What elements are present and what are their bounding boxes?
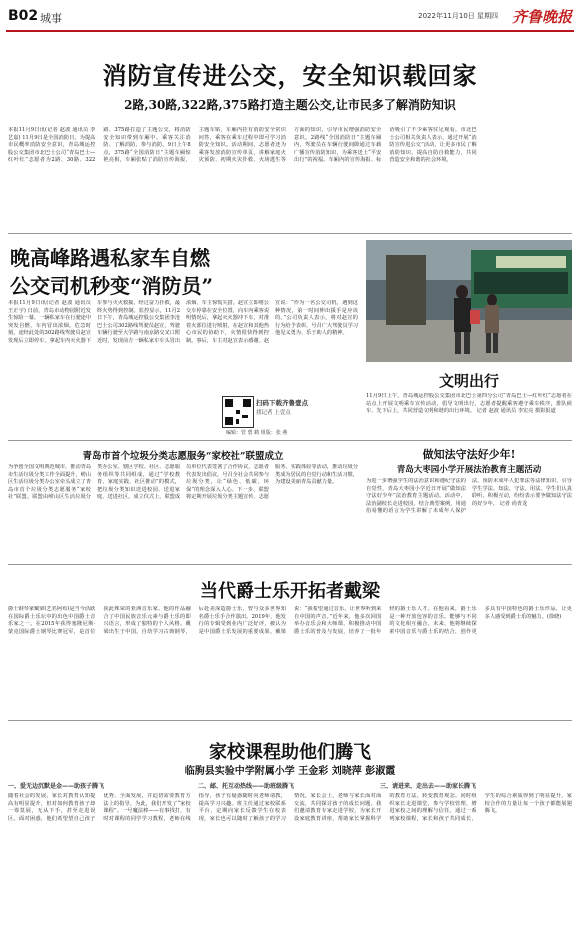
story5-body: 爵士钢琴家戴梁(艺名阿布)是当今活跃在国际爵士乐坛中的出色中国爵士音乐家之一。在2015年获得塞隆尼斯·蒙克国际爵士钢琴比赛冠军，是首位获此殊荣的亚洲音乐家。他的作品融合了中国民族音乐元素与爵士乐的即兴语言，形成了独特的个人风格。戴梁出生于中国，自幼学习古典钢琴，后赴美深造爵士乐，曾与众多世界知名爵士乐手合作演出。2019年，他发行的专辑受到业内广泛好评，被认为是中国爵士乐发展的重要成果。戴梁说：“我希望通过音乐，让世界听到来自中国的声音。”近年来，他多次回国举办音乐会和大师课，积极推动中国爵士乐的普及与发展，培养了一批年轻的爵士乐人才。在他看来，爵士乐是一种开放包容的音乐，能够与不同的文化相互融合。未来，他将继续探索中国音乐与爵士乐的结合，创作更多具有中国特色的爵士乐作品，让更多人感受到爵士乐的魅力。(徐晓) bbox=[8, 606, 572, 635]
masthead bbox=[0, 0, 580, 30]
qr-code-icon bbox=[222, 396, 254, 428]
story1-body: 本报11月9日讯(记者 赵波 通讯员 李艺嘉) 11月9日是全国消防日，为提高市民概率消防安全意识，青岛城运控股公交集团市北巴士公司“青岛巴士—红叶红”志愿者为2路、30路、322路、375路打造了主题公交，将消防安全知识带到车厢中。乘客关注消防、了解消防、参与消防。9日上午8点，375路“全国消防日”主题车厢惊艳亮相，车厢张贴了消防宣传海报、主题车贴，车厢内挂有消防安全常识问答，乘客在乘车过程中即可学习消防安全知识。活动期间，志愿者还为乘客发放消防宣传单页，讲解家庭火灾预防、初期火灾扑救、火场逃生等方面的知识，引导市民增强消防安全意识。2路线“全国消防日”主题车厢内，驾驶员在车辆行驶间隙通过车载广播宣传消防知识，为乘客送上“平安出行”的祝福。车厢内的宣传海报、标语吸引了不少乘客驻足观看。市北巴士公司相关负责人表示，通过开展“消防宣传进公交”活动，让更多市民了解消防知识，提高自防自救能力，共同营造安全和谐的社会环境。 bbox=[8, 127, 477, 164]
section-name: 城事 bbox=[40, 12, 62, 25]
story6-subhead: 临朐县实验中学附属小学 王金彩 刘晓萍 彭淑霞 bbox=[184, 766, 396, 777]
editor-line: 编辑：管 碧 鹤 组版：张 燕 bbox=[226, 430, 288, 436]
story2-body: 本报11月9日讯(记者 赵波 通讯员 王正宇) 日前，青岛市动物园附近发生惊险一幕，一辆私家车在行驶途中突发自燃，车内冒出浓烟。危急时刻，途经此处的302路线驾驶员赵宣发现后立即停车，拿起车内灭火器下车参与灭火救援，经过奋力扑救，最终火势得到控制。监控显示，11月2日下午，青岛城运控股公交集团李沧巴士公司302路线驾驶员赵宣，驾驶车辆行驶至大学路与南京路交叉口附近时，发现前方一辆私家车车头冒出浓烟，车主惊慌失措。赵宣立即将公交车停靠在安全位置，向车内乘客说明情况后，拿起灭火器冲下车，对准着火部位进行喷射。在赵宣和其他热心市民的协助下，火情很快得到控制。事后，车主对赵宣表示感谢。赵宣说：“作为一名公交司机，遇到这种情况，第一时间伸出援手是应该的。”公司负责人表示，将对赵宣的行为给予表彰，号召广大驾驶员学习他见义勇为、乐于助人的精神。 bbox=[8, 300, 358, 344]
story3-headline: 青岛市首个垃圾分类志愿服务“家校社”联盟成立 bbox=[82, 451, 284, 462]
story6-section-b: 二、邮、托互动热线——助班级腾飞 bbox=[198, 783, 295, 790]
qr-caption-2: 找记者 上壹点 bbox=[256, 410, 291, 416]
story4-body: 为进一步增强学生的法治意识和遵纪守法的自觉性，青岛大枣园小学近日开展“做知法守法好少年”法治教育主题活动。活动中，法治副校长走进校园，结合典型案例，用通俗易懂的语言为学生讲解了未成年人保护法、预防未成年人犯罪法等法律知识，引导学生学法、知法、守法、用法。学生们认真聆听，积极互动，纷纷表示要争做知法守法的好少年。 记者 尚青龙 bbox=[366, 478, 572, 515]
story4-subhead: 青岛大枣园小学开展法治教育主题活动 bbox=[396, 465, 542, 475]
divider bbox=[8, 720, 572, 721]
photo-caption: 11月9日上午，青岛城运控股公交集团市北巴士第四分公司“青岛巴士—红叶红”志愿者在站点上开展文明乘车宣传活动，倡导文明出行，志愿者提醒乘客遵守乘车秩序，排队候车、先下后上，共同营造文明和谐的出行环境。 记者 赵波 通讯员 李宏亮 摄影报道 bbox=[366, 393, 572, 415]
qr-caption-1: 扫码下载齐鲁壹点 bbox=[256, 399, 308, 407]
story2-headline-1: 晚高峰路遇私家车自燃 bbox=[10, 246, 210, 270]
story3-body: 为争创全国文明典范城市，推动青岛市生活垃圾分类工作全面提升，崂山区生活垃圾分类办公室牵头成立了青岛市首个垃圾分类志愿服务“家校社”联盟。联盟由崂山区生活垃圾分类办公室、辖区学校、社区、志愿服务组织等共同组成，通过“学校教育、家庭实践、社区推动”的模式，把垃圾分类知识送进校园、送进家庭、送进社区。成立仪式上，联盟成员单位代表签署了合作协议，志愿者代表发出倡议，号召全社会共同参与垃圾分类，让“绿色、低碳、环保”的理念深入人心。下一步，联盟将定期开展垃圾分类主题宣传、志愿服务、实践体验等活动，推动垃圾分类成为居民的自觉行动和生活习惯，为建设美丽青岛贡献力量。 bbox=[8, 464, 358, 501]
page-code: B02 bbox=[8, 8, 39, 24]
story4-headline: 做知法守法好少年! bbox=[422, 448, 516, 461]
story6-section-c: 三、请进来、走出去——助家长腾飞 bbox=[380, 783, 477, 790]
masthead-rule bbox=[6, 30, 574, 32]
divider bbox=[8, 440, 572, 441]
photo-story-title: 文明出行 bbox=[438, 372, 499, 390]
paper-logo: 齐鲁晚报 bbox=[511, 8, 572, 26]
story1-headline: 消防宣传进公交，安全知识载回家 bbox=[102, 61, 478, 90]
story1-subhead: 2路,30路,322路,375路打造主题公交,让市民多了解消防知识 bbox=[124, 98, 456, 112]
divider bbox=[8, 564, 572, 565]
story6-body: 随着社会的发展，家长对教育认知提高有明显提升，但对如何教育孩子却一筹莫展，无从下手，甚至走进误区。面对困惑，他们希望望自己孩子优秀、全面发展，并迫切需要教育方法上的指导。为此，我们开发了“家校课程”。一号魔法棒——有事找打，有时对课程的同学学习教程，老师在线指导，孩子有疑惑随时向老师请教，提高学习兴趣。班主任通过家校联系平台，定期向家长反馈学生在校表现，家长也可以随时了解孩子的学习情况。家长会上，老师与家长面对面交流，共同探讨孩子的成长问题。我们邀请教育专家走进学校，为家长开设家庭教育讲座，帮助家长掌握科学的教育方法，转变教育观念。同时组织家长走进课堂，参与学校管理，增进家校之间的理解与信任。通过一系列家校课程，家长和孩子共同成长，学生的综合素质得到了明显提升，家校合作的力量让每一个孩子都能展翅腾飞。 bbox=[8, 793, 572, 822]
story2-headline-2: 公交司机秒变“消防员” bbox=[10, 274, 214, 298]
street-photo bbox=[366, 240, 572, 362]
divider bbox=[8, 233, 572, 234]
story5-headline: 当代爵士乐开拓者戴梁 bbox=[200, 581, 380, 602]
story6-section-a: 一、爱无边沉默是金——助孩子腾飞 bbox=[8, 783, 105, 790]
date-line: 2022年11月10日 星期四 bbox=[418, 12, 498, 20]
story6-headline: 家校课程助他们腾飞 bbox=[209, 742, 371, 763]
